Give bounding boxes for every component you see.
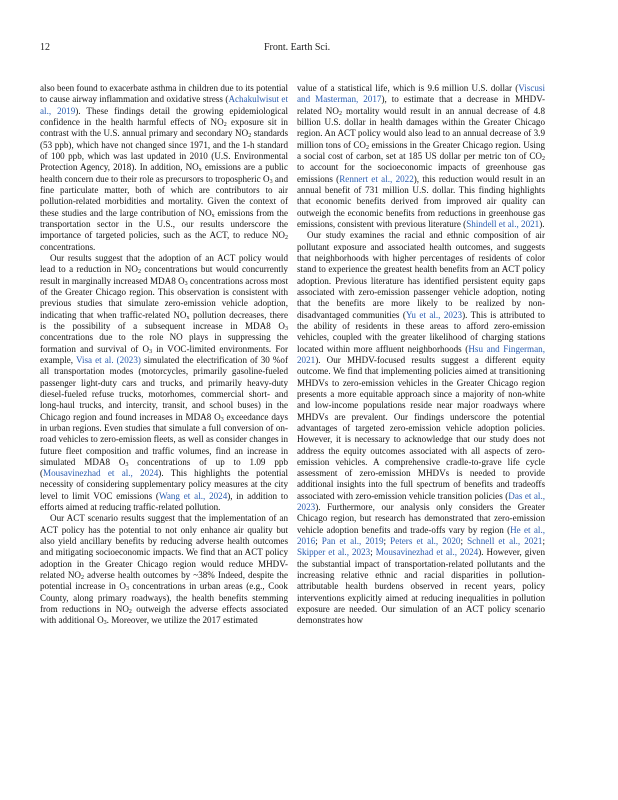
citation-link[interactable]: Peters et al., 2020 [390, 536, 461, 547]
subscript: 3 [149, 348, 153, 355]
citation-link[interactable]: Achakulwisut et al., 2019 [40, 94, 288, 116]
subscript: 3 [184, 280, 188, 287]
subscript: 3 [220, 416, 224, 423]
subscript: 3 [269, 178, 273, 185]
citation-link[interactable]: Hsu and Fingerman, 2021 [297, 343, 545, 365]
citation-link[interactable]: Schnell et al., 2021 [467, 536, 543, 547]
subscript: 2 [137, 269, 141, 276]
subscript: 2 [80, 575, 84, 582]
subscript: 3 [285, 325, 288, 332]
subscript: 2 [128, 609, 132, 616]
citation-link[interactable]: Das et al., 2023 [297, 490, 545, 513]
citation-link[interactable]: Yu et al., 2023 [405, 309, 463, 320]
citation-link[interactable]: He et al., 2016 [297, 524, 545, 547]
citation-link[interactable]: Viscusi and Masterman, 2017 [297, 83, 545, 105]
citation-link[interactable]: Mousavinezhad et al., 2024 [375, 547, 479, 558]
paragraph: Our study examines the racial and ethnic composition of air pollutant exposure and associated health outcomes, and suggests that neighborhoods with higher percentages of residents of color stand to experience the greatest health benefits from an ACT policy adoption. Previous literature has identified persistent equity gaps associated with zero-emission passenger vehicle adoption, noting that the benefits are more likely to be realized by non-disadvantaged communities (Yu et al., 2023). This is attributed to the ability of residents in these areas to afford zero-emission vehicles, coupled with the greater likelihood of charging stations located within more affluent neighborhoods (Hsu and Fingerman, 2021). Our MHDV-focused results suggest a different equity outcome. We find that implementing policies aimed at transitioning MHDVs to zero-emission vehicles in the Greater Chicago region presents a more equitable approach since a majority of non-white and low-income populations reside near major roadways where MHDVs are prevalent. Our findings underscore the potential advantages of targeted zero-emission vehicle adoption policies. However, it is necessary to acknowledge that our study does not address the equity outcomes associated with all aspects of zero-emission vehicles. A comprehensive cradle-to-grave life cycle assessment of zero-emission MHDVs is needed to provide additional insights into the full spectrum of benefits and tradeoffs associated with zero-emission vehicle transition policies (Das et al., 2023). Furthermore, our analysis only considers the Greater Chicago region, but research has demonstrated that zero-emission vehicle adoption benefits and trade-offs vary by region (He et al., 2016; Pan et al., 2019; Peters et al., 2020; Schnell et al., 2021; Skipper et al., 2023; Mousavinezhad et al., 2024). However, given the substantial impact of transportation-related pollutants and the increasing relative ethnic and racial disparities in pollution-attributable health burdens observed in recent years, policy interventions explicitly aimed at reducing inequalities in pollution exposure are needed. Our simulation of an ACT policy scenario demonstrates how [297, 230, 545, 626]
subscript: x [198, 167, 202, 174]
paragraph: value of a statistical life, which is 9.6 million U.S. dollar (Viscusi and Masterman, 2017), to estimate that a decrease in MHDV-related $NO_2$ mortality would result in an annual decrease of 4.8 billion U.S. dollar in health damages within the Greater Chicago region. An ACT policy would also lead to an annual decrease of 3.9 million tons of $CO_2$ emissions in the Greater Chicago region. Using a social cost of carbon, set at 185 US dollar per metric ton of $CO_2$ to account for the socioeconomic impacts of greenhouse gas emissions (Rennert et al., 2022), this reduction would result in an annual benefit of 731 million U.S. dollar. This finding highlights that economic benefits derived from improved air quality can outweigh the economic benefits from reductions in greenhouse gas emissions, consistent with previous literature (Shindell et al., 2021). [297, 83, 545, 229]
right-column [297, 83, 545, 627]
subscript: x [211, 212, 215, 219]
subscript: 3 [125, 586, 129, 593]
journal-name: Front. Earth Sci. [264, 42, 331, 53]
subscript: 3 [125, 461, 129, 468]
subscript: x [186, 314, 190, 321]
subscript: 2 [366, 144, 369, 151]
citation-link[interactable]: Visa et al. (2023) [75, 354, 141, 365]
subscript: 2 [338, 110, 342, 117]
citation-link[interactable]: Wang et al., 2024 [158, 490, 228, 501]
citation-link[interactable]: Mousavinezhad et al., 2024 [43, 468, 159, 479]
subscript: 2 [542, 155, 545, 162]
subscript: 3 [103, 620, 107, 627]
citation-link[interactable]: Pan et al., 2019 [321, 536, 384, 547]
paragraph: Our ACT scenario results suggest that the implementation of an ACT policy has the potential to not only enhance air quality but also yield ancillary benefits by reducing adverse health outcomes and mitigating socioeconomic impacts. We find that an ACT policy adoption in the Greater Chicago region would reduce MHDV-related $NO_2$ adverse health outcomes by ~38% Indeed, despite the potential increase in $O_3$ concentrations in urban areas (e.g., Cook County, along primary roadways), the health benefits stemming from reductions in $NO_2$ outweigh the adverse effects associated with additional $O_3$. Moreover, we utilize the 2017 estimated [40, 513, 288, 627]
subscript: 2 [285, 235, 288, 242]
citation-link[interactable]: Shindell et al., 2021 [466, 218, 540, 229]
citation-link[interactable]: Rennert et al., 2022 [339, 173, 414, 184]
left-column [40, 83, 288, 627]
subscript: 2 [248, 133, 252, 140]
page-number: 12 [40, 42, 50, 53]
paragraph: also been found to exacerbate asthma in children due to its potential to cause airway inflammation and oxidative stress (Achakulwisut et al., 2019). These findings detail the growing epidemiological confidence in the health harmful effects of $NO_2$ exposure sit in contrast with the U.S. annual primary and secondary $NO_2$ standards (53 ppb), which have not changed since 1971, and the 1-h standard of 100 ppb, which was last updated in 2010 (U.S. Environmental Protection Agency, 2018). In addition, $NO_x$ emissions are a public health concern due to their role as precursors to tropospheric $O_3$ and fine particulate matter, both of which are contributors to air pollution-related morbidities and mortality. Given the context of these studies and the large contribution of $NO_x$ emissions from the transportation sector in the U.S., our results underscore the importance of targeted policies, such as the ACT, to reduce $NO_2$ concentrations. [40, 83, 289, 252]
citation-link[interactable]: Skipper et al., 2023 [297, 547, 371, 558]
paragraph: Our results suggest that the adoption of an ACT policy would lead to a reduction in $NO_2$ concentrations but would concurrently result in marginally increased MDA8 $O_3$ concentrations across most of the Greater Chicago region. This observation is consistent with previous studies that simulate zero-emission vehicle adoption, indicating that when traffic-related $NO_x$ pollution decreases, there is the possibility of a subsequent increase in MDA8 $O_3$ concentrations due to the role NO plays in suppressing the formation and survival of $O_3$ in VOC-limited environments. For example, Visa et al. (2023) simulated the electrification of 30 %of all transportation modes (motorcycles, primarily gasoline-fueled passenger light-duty cars and trucks, and primarily heavy-duty diesel-fueled refuse trucks, motorhomes, commercial short- and long-haul trucks, and intercity, transit, and school buses) in the Chicago region and found increases in MDA8 $O_3$ exceedance days in urban regions. Even studies that simulate a full conversion of on-road vehicles to zero-emission fleets, as well as consider changes in future fleet composition and traffic volumes, find an increase in simulated MDA8 $O_3$ concentrations of up to 1.09 ppb (Mousavinezhad et al., 2024). This highlights the potential necessity of considering supplementary policy measures at the city level to limit VOC emissions (Wang et al., 2024), in addition to efforts aimed at reducing traffic-related pollution. [40, 252, 289, 513]
subscript: 2 [223, 121, 227, 128]
